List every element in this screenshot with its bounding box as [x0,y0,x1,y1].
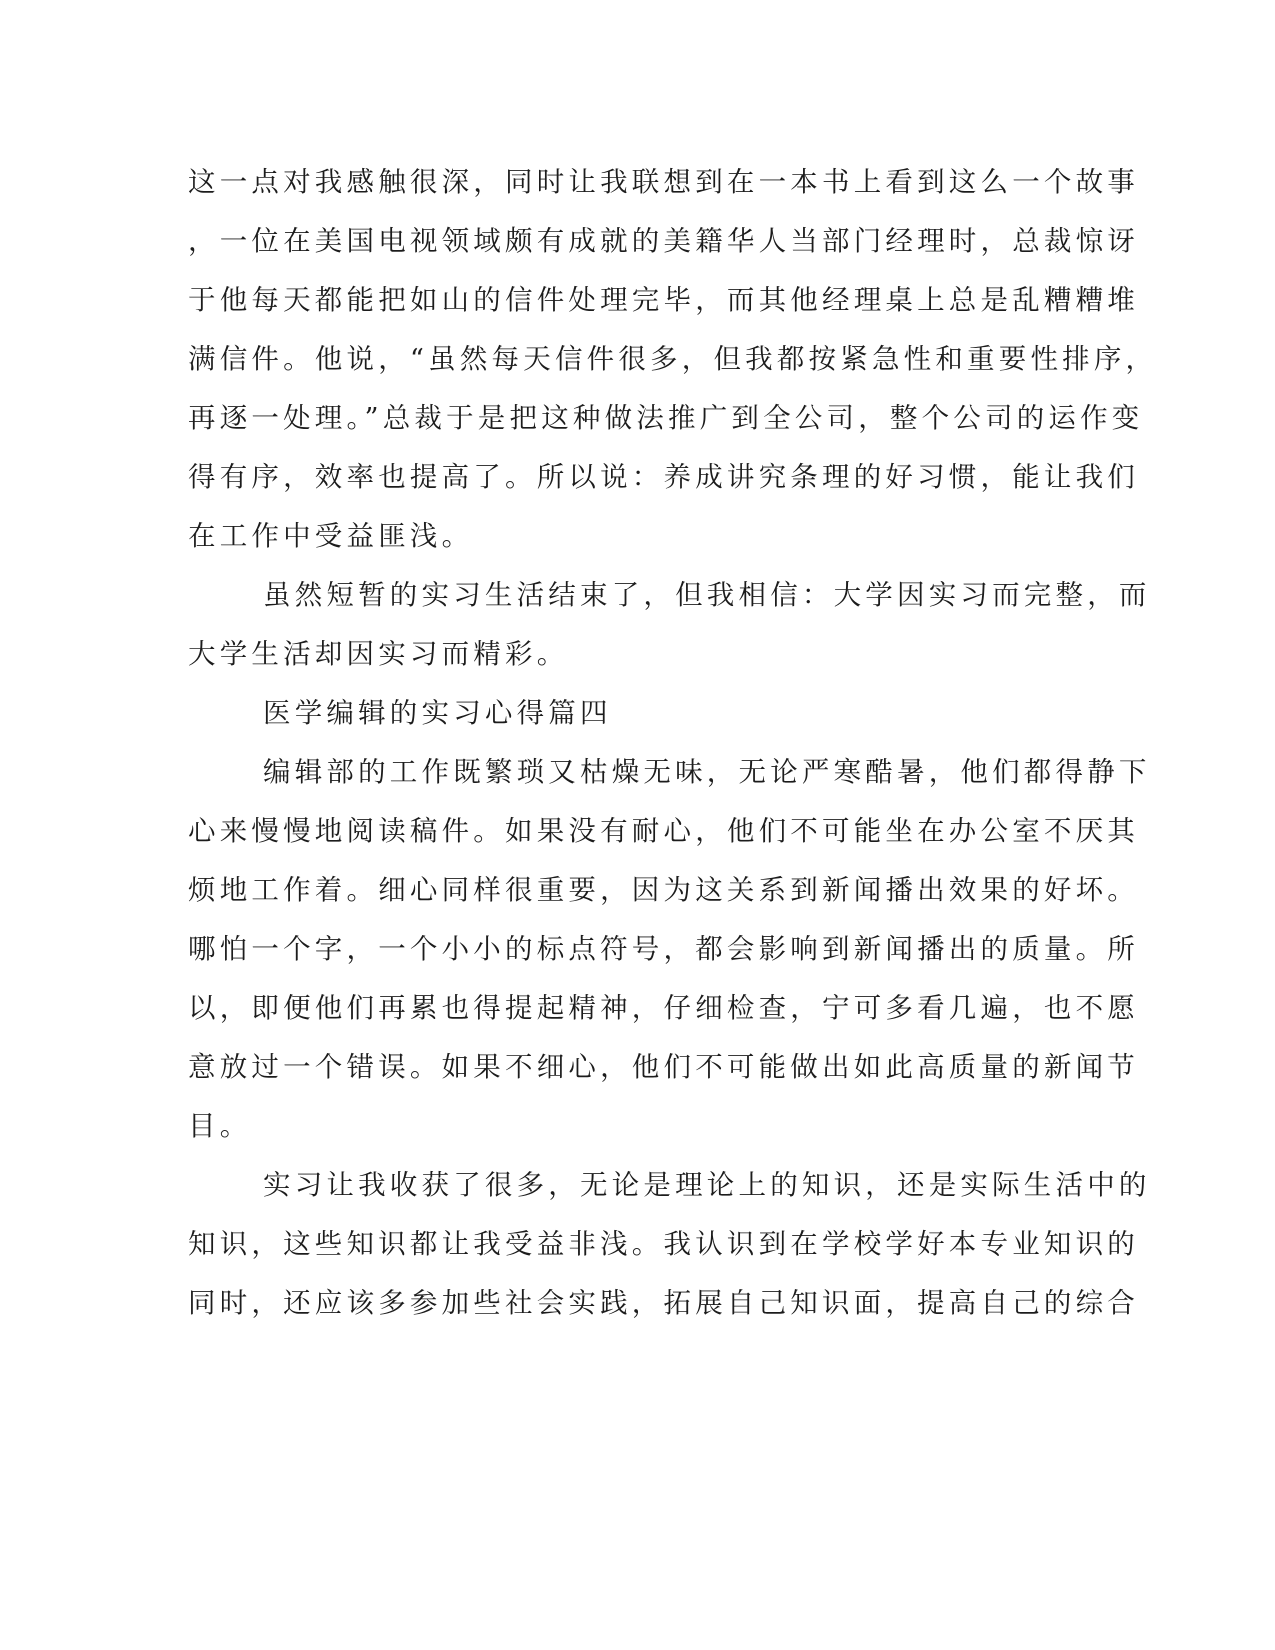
text-line: 这一点对我感触很深，同时让我联想到在一本书上看到这么一个故事 [188,166,1139,198]
text-line: 得有序，效率也提高了。所以说：养成讲究条理的好习惯，能让我们 [188,461,1139,493]
text-line: 满信件。他说，“虽然每天信件很多，但我都按紧急性和重要性排序， [188,343,1158,375]
text-line: 意放过一个错误。如果不细心，他们不可能做出如此高质量的新闻节 [188,1051,1139,1083]
text-line: 同时，还应该多参加些社会实践，拓展自己知识面，提高自己的综合 [188,1287,1139,1319]
text-line: 以，即便他们再累也得提起精神，仔细检查，宁可多看几遍，也不愿 [188,992,1139,1024]
text-line: 知识，这些知识都让我受益非浅。我认识到在学校学好本专业知识的 [188,1228,1139,1260]
text-line: 心来慢慢地阅读稿件。如果没有耐心，他们不可能坐在办公室不厌其 [188,815,1139,847]
text-line: ，一位在美国电视领域颇有成就的美籍华人当部门经理时，总裁惊讶 [188,225,1139,257]
text-line: 目。 [188,1110,252,1142]
text-line: 在工作中受益匪浅。 [188,520,474,552]
text-line: 烦地工作着。细心同样很重要，因为这关系到新闻播出效果的好坏。 [188,874,1139,906]
text-line: 大学生活却因实习而精彩。 [188,638,569,670]
paragraph-first-line: 实习让我收获了很多，无论是理论上的知识，还是实际生活中的 [263,1169,1151,1201]
text-line: 哪怕一个字，一个小小的标点符号，都会影响到新闻播出的质量。所 [188,933,1139,965]
paragraph-first-line: 虽然短暂的实习生活结束了，但我相信：大学因实习而完整，而 [263,579,1151,611]
text-line: 于他每天都能把如山的信件处理完毕，而其他经理桌上总是乱糟糟堆 [188,284,1139,316]
text-line: 再逐一处理。”总裁于是把这种做法推广到全公司，整个公司的运作变 [188,402,1144,434]
section-heading: 医学编辑的实习心得篇四 [263,697,612,729]
paragraph-first-line: 编辑部的工作既繁琐又枯燥无味，无论严寒酷暑，他们都得静下 [263,756,1151,788]
